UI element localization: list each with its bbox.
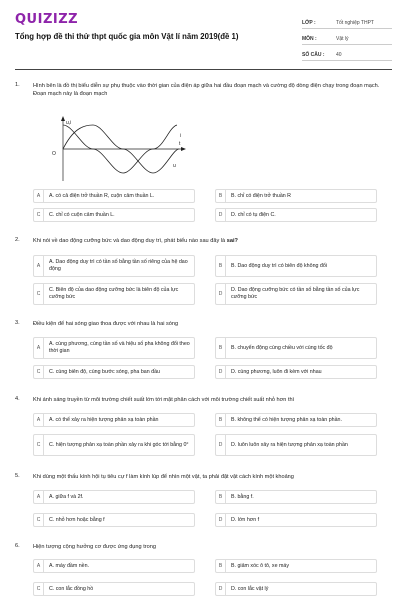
question-text: [33, 237, 389, 245]
question-2: [15, 237, 393, 317]
answer-option-c[interactable]: [33, 283, 195, 305]
option-letter: B: [216, 560, 226, 572]
option-letter: A: [34, 190, 44, 202]
option-text: A. có cả điện trở thuần R, cuộn cảm thuần L.: [49, 192, 155, 199]
option-text: A. cùng phương, cùng tần số và hiệu số pha không đổi theo thời gian: [49, 341, 190, 354]
question-text: Hình bên là đồ thị biểu diễn sự phụ thuộc vào thời gian của điện áp giữa hai đầu đoạn mạch và cường độ dòng điện chạy trong đoạn mạch. Đoạn mạch này là đoạn mạch: [33, 83, 380, 97]
answer-option-a[interactable]: [33, 559, 195, 573]
answer-option-a[interactable]: [33, 255, 195, 277]
meta-value: Vật lý: [336, 36, 349, 42]
answer-option-d[interactable]: [215, 513, 377, 527]
question-6: [15, 543, 393, 600]
option-text: B. chỉ có điện trở thuần R: [231, 192, 292, 199]
option-text: A. giữa f và 2f.: [49, 493, 84, 500]
answer-option-a[interactable]: [33, 413, 195, 427]
quizizz-logo: QUIZIZZ: [15, 12, 79, 27]
option-letter: C: [34, 284, 44, 304]
option-letter: D: [216, 435, 226, 455]
graph-label-u: u: [173, 163, 176, 169]
question-text: Khi dùng một thấu kính hội tụ tiêu cự f làm kính lúp để nhìn một vật, ta phải đặt vật cách kính một khoảng: [33, 474, 294, 480]
meta-key: LỚP :: [302, 20, 316, 26]
worksheet-meta: [302, 14, 392, 62]
option-letter: D: [216, 209, 226, 221]
answer-option-a[interactable]: [33, 337, 195, 359]
answer-option-a[interactable]: [33, 189, 195, 203]
option-letter: D: [216, 366, 226, 378]
option-letter: C: [34, 209, 44, 221]
worksheet-header: [0, 0, 400, 66]
option-text: C. Biên độ của dao động cưỡng bức là biên độ của lực cưỡng bức: [49, 287, 179, 300]
graph-t-arrow: [181, 147, 186, 151]
answer-option-c[interactable]: [33, 582, 195, 596]
option-text: B. giảm xóc ô tô, xe máy: [231, 562, 289, 569]
answer-option-b[interactable]: [215, 337, 377, 359]
option-text: D. chỉ có tụ điện C.: [231, 211, 276, 218]
answer-option-b[interactable]: [215, 559, 377, 573]
option-letter: B: [216, 414, 226, 426]
answer-option-d[interactable]: [215, 283, 377, 305]
question-text: Hiện tượng cộng hưởng cơ được ứng dụng trong: [33, 544, 156, 550]
answer-option-b[interactable]: [215, 413, 377, 427]
option-letter: D: [216, 583, 226, 595]
graph-ui-arrow: [61, 116, 65, 121]
option-text: D. Dao động cưỡng bức có tần số bằng tần số của lực cưỡng bức: [231, 287, 360, 300]
answer-option-d[interactable]: [215, 434, 377, 456]
graph-label-i: i: [180, 133, 182, 139]
meta-value: 40: [336, 52, 342, 58]
answer-option-c[interactable]: [33, 365, 195, 379]
option-letter: A: [34, 560, 44, 572]
answer-option-d[interactable]: [215, 208, 377, 222]
option-letter: B: [216, 491, 226, 503]
option-text: D. cùng phương, luôn đi kèm với nhau: [231, 368, 322, 375]
graph-label-origin: O: [52, 151, 56, 157]
option-text: A. máy đầm nền.: [49, 562, 90, 569]
answer-option-c[interactable]: [33, 513, 195, 527]
option-letter: C: [34, 583, 44, 595]
question-number: 3.: [15, 320, 20, 326]
answer-option-d[interactable]: [215, 582, 377, 596]
option-letter: D: [216, 514, 226, 526]
ui-graph-figure: [49, 115, 189, 185]
answer-option-c[interactable]: [33, 434, 195, 456]
question-number: 4.: [15, 396, 20, 402]
meta-key: MÔN :: [302, 36, 317, 42]
answer-option-b[interactable]: [215, 189, 377, 203]
question-3: [15, 320, 393, 390]
option-text: C. hiện tượng phản xạ toàn phần xảy ra khi góc tới bằng 0°: [49, 441, 189, 448]
option-text: D. lớn hơn f: [231, 516, 260, 523]
graph-label-ui: u,i: [66, 120, 72, 126]
question-text: Khi ánh sáng truyền từ môi trường chiết suất lớn tới mặt phân cách với môi trường chiết suất nhỏ hơn thì: [33, 397, 295, 403]
question-number: 1.: [15, 82, 20, 88]
option-text: C. nhỏ hơn hoặc bằng f: [49, 516, 105, 523]
meta-row-grade: [302, 14, 392, 29]
question-4: [15, 396, 393, 466]
option-text: C. chỉ có cuộn cảm thuần L.: [49, 211, 115, 218]
option-text: D. con lắc vật lý: [231, 585, 269, 592]
answer-option-b[interactable]: [215, 490, 377, 504]
meta-key: SỐ CÂU :: [302, 52, 325, 58]
question-text: Điều kiện để hai sóng giao thoa được với nhau là hai sóng: [33, 321, 179, 327]
question-number: 6.: [15, 543, 20, 549]
option-text: A. có thể xảy ra hiện tượng phản xạ toàn phần: [49, 416, 159, 423]
option-letter: B: [216, 338, 226, 358]
graph-label-t: t: [179, 141, 181, 147]
option-letter: C: [34, 435, 44, 455]
meta-value: Tốt nghiệp THPT: [336, 20, 374, 26]
option-letter: C: [34, 514, 44, 526]
question-5: [15, 473, 393, 535]
answer-option-d[interactable]: [215, 365, 377, 379]
header-divider: [15, 69, 392, 70]
answer-option-a[interactable]: [33, 490, 195, 504]
option-text: B. chuyển động cùng chiều với cùng tốc độ: [231, 344, 333, 351]
option-letter: B: [216, 256, 226, 276]
question-text-main: Khi nói về dao động cưỡng bức và dao động duy trì, phát biểu nào sau đây là: [33, 238, 227, 244]
option-text: B. không thể có hiện tượng phản xạ toàn phần.: [231, 416, 342, 423]
question-text-emphasis: sai?: [226, 238, 238, 244]
option-letter: A: [34, 338, 44, 358]
option-letter: B: [216, 190, 226, 202]
option-letter: A: [34, 256, 44, 276]
option-letter: A: [34, 491, 44, 503]
answer-option-c[interactable]: [33, 208, 195, 222]
question-number: 5.: [15, 473, 20, 479]
option-text: A. Dao động duy trì có tần số bằng tần số riêng của hệ dao động: [49, 259, 188, 272]
option-letter: C: [34, 366, 44, 378]
option-text: D. luôn luôn xảy ra hiện tượng phản xạ toàn phần: [231, 441, 348, 448]
meta-row-question-count: [302, 46, 392, 61]
meta-row-subject: [302, 30, 392, 45]
option-text: C. cùng biên độ, cùng bước sóng, pha ban đầu: [49, 368, 160, 375]
option-letter: A: [34, 414, 44, 426]
question-number: 2.: [15, 237, 20, 243]
worksheet-title: Tổng hợp đề thi thử thpt quốc gia môn Vật lí năm 2019(đề 1): [15, 32, 239, 41]
answer-option-b[interactable]: [215, 255, 377, 277]
option-text: C. con lắc đồng hồ: [49, 585, 94, 592]
option-text: B. bằng f.: [231, 493, 254, 500]
option-text: B. Dao động duy trì có biên độ không đổi: [231, 262, 327, 269]
option-letter: D: [216, 284, 226, 304]
question-1: [15, 82, 393, 232]
